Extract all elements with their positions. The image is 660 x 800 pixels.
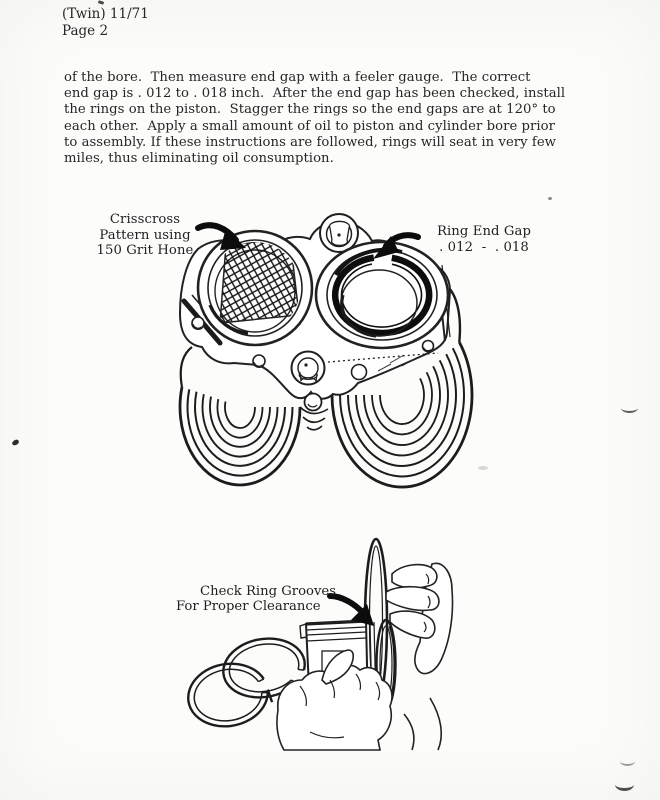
callout-check-grooves-line2: For Proper Clearance	[176, 599, 321, 614]
body-line: to assembly. If these instructions are followed, rings will seat in very few	[64, 134, 557, 150]
callout-line: . 012 - . 018	[439, 239, 529, 255]
callout-check-grooves-line1: Check Ring Grooves	[200, 584, 336, 599]
page-header	[62, 6, 149, 39]
left-bore	[198, 231, 312, 345]
callout-line: Pattern using	[99, 227, 191, 243]
body-paragraph	[64, 70, 565, 167]
scan-artifact	[98, 0, 105, 5]
scan-artifact	[620, 757, 635, 766]
callout-line: Crisscross	[109, 212, 181, 227]
body-line: miles, thus eliminating oil consumption.	[64, 151, 334, 167]
scan-artifact	[615, 778, 634, 791]
scan-artifact	[621, 403, 638, 413]
body-line: the rings on the piston. Stagger the rings so the end gaps are at 120° to	[64, 102, 556, 118]
callout-line: Ring End Gap	[436, 224, 532, 239]
piston-ring-check-illustration	[180, 530, 520, 780]
loose-piston-ring-lower	[183, 658, 272, 733]
body-line: each other. Apply a small amount of oil to piston and cylinder bore prior	[64, 118, 556, 134]
callout-line: 150 Grit Hone	[96, 243, 194, 259]
body-line: end gap is . 012 to . 018 inch. After the end gap has been checked, install	[64, 86, 566, 102]
scan-artifact	[478, 466, 488, 470]
callout-crisscross-label	[84, 212, 206, 259]
body-line: of the bore. Then measure end gap with a feeler gauge. The correct	[64, 70, 531, 85]
scan-artifact	[11, 439, 19, 446]
right-bore	[316, 242, 448, 348]
wrist-lines	[404, 698, 441, 750]
scan-artifact	[548, 197, 552, 200]
page-number: Page 2	[62, 22, 109, 39]
callout-ring-end-gap-label	[423, 224, 545, 255]
doc-reference: (Twin) 11/71	[62, 6, 149, 22]
